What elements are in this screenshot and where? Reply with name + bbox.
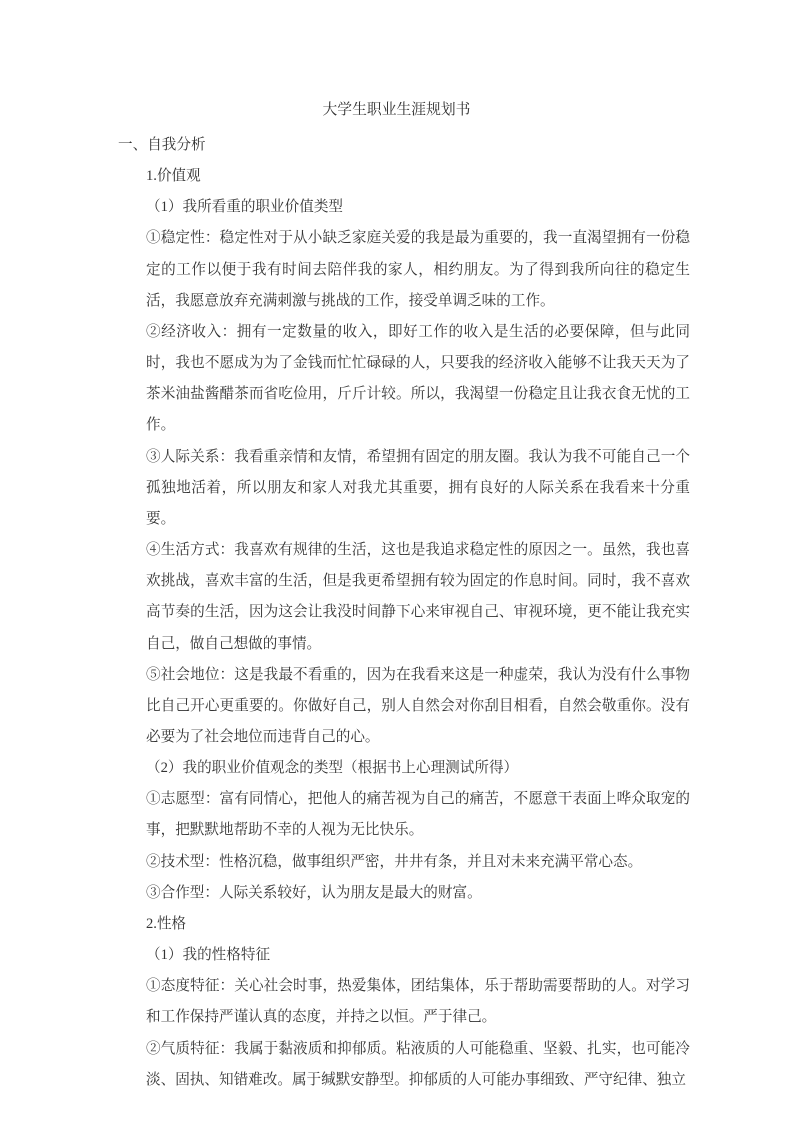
paragraph: ②技术型：性格沉稳，做事组织严密，井井有条，并且对未来充满平常心态。 xyxy=(146,853,643,870)
paragraph: ①态度特征：关心社会时事，热爱集体，团结集体，乐于帮助需要帮助的人。对学习和工作保持严谨认真的态度，并持之以恒。严于律己。 xyxy=(146,978,690,1026)
heading-h1: 一、自我分析 xyxy=(118,137,206,153)
heading-h2: 1.价值观 xyxy=(146,168,201,185)
paragraph: ②经济收入：拥有一定数量的收入，即好工作的收入是生活的必要保障，但与此同时，我也不愿成为为了金钱而忙忙碌碌的人，只要我的经济收入能够不让我天天为了茶米油盐酱醋茶而省吃俭用，斤斤计较。所以，我渴望一份稳定且让我衣食无忧的工作。 xyxy=(146,323,690,434)
heading-h2: 2.性格 xyxy=(146,915,187,932)
paragraph: ①稳定性：稳定性对于从小缺乏家庭关爱的我是最为重要的，我一直渴望拥有一份稳定的工作以便于我有时间去陪伴我的家人，相约朋友。为了得到我所向往的稳定生活，我愿意放弃充满刺激与挑战的工作，接受单调乏味的工作。 xyxy=(146,230,690,309)
document-body xyxy=(0,130,793,1096)
paragraph: ①志愿型：富有同情心，把他人的痛苦视为自己的痛苦，不愿意干表面上哗众取宠的事，把默默地帮助不幸的人视为无比快乐。 xyxy=(146,791,690,839)
paragraph: ②气质特征：我属于黏液质和抑郁质。粘液质的人可能稳重、坚毅、扎实，也可能冷淡、固执、知错难改。属于缄默安静型。抑郁质的人可能办事细致、严守纪律、独立 xyxy=(146,1040,690,1088)
paragraph: ⑤社会地位：这是我最不看重的，因为在我看来这是一种虚荣，我认为没有什么事物比自己开心更重要的。你做好自己，别人自然会对你刮目相看，自然会敬重你。没有必要为了社会地位而违背自己的心。 xyxy=(146,666,690,745)
paragraph: ④生活方式：我喜欢有规律的生活，这也是我追求稳定性的原因之一。虽然，我也喜欢挑战，喜欢丰富的生活，但是我更希望拥有较为固定的作息时间。同时，我不喜欢高节奏的生活，因为这会让我没时间静下心来审视自己、审视环境，更不能让我充实自己，做自己想做的事情。 xyxy=(146,542,690,652)
paragraph: ③合作型：人际关系较好，认为朋友是最大的财富。 xyxy=(146,884,482,901)
paragraph: ③人际关系：我看重亲情和友情，希望拥有固定的朋友圈。我认为我不可能自己一个孤独地活着，所以朋友和家人对我尤其重要，拥有良好的人际关系在我看来十分重要。 xyxy=(146,448,690,527)
heading-h3: （1）我的性格特征 xyxy=(146,947,271,964)
document-title: 大学生职业生涯规划书 xyxy=(322,102,471,118)
heading-h3: （1）我所看重的职业价值类型 xyxy=(146,199,344,216)
heading-h3: （2）我的职业价值观念的类型（根据书上心理测试所得） xyxy=(146,760,519,777)
